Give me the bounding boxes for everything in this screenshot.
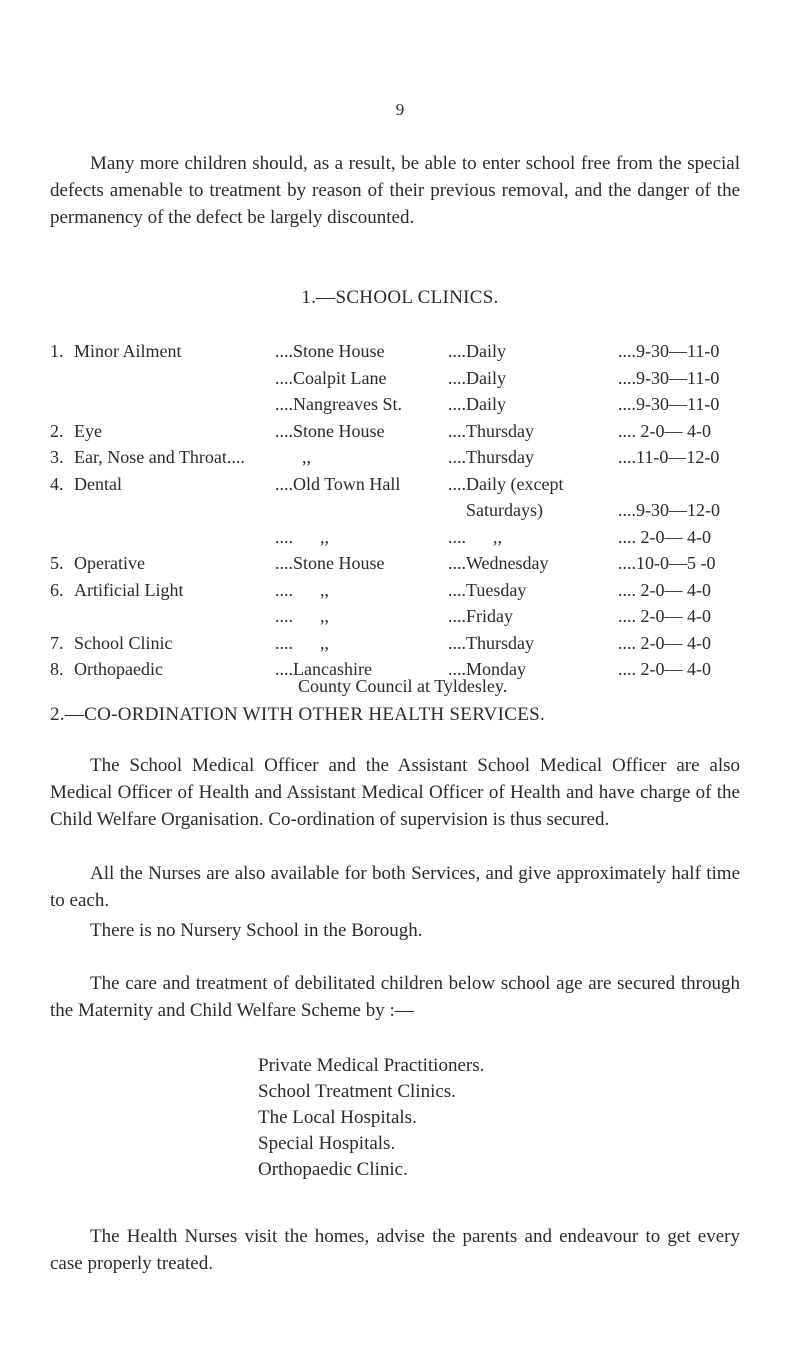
clinic-day: ....Thursday <box>448 421 534 441</box>
intro-paragraph: Many more children should, as a result, be able to enter school free from the special defects amenable to treatment by reason of their previous removal, and the danger of the permanency of the defect be largely discounted. <box>50 153 740 228</box>
clinic-day: ....Tuesday <box>448 580 527 600</box>
clinic-name: School Clinic <box>74 633 173 653</box>
clinic-time: .... 2-0— 4-0 <box>618 606 711 626</box>
clinic-time: ....11-0—12-0 <box>618 447 720 467</box>
clinic-number: 2. <box>50 421 64 441</box>
clinic-day: ....Daily <box>448 341 506 361</box>
closing-paragraph: The Health Nurses visit the homes, advise the parents and endeavour to get every case properly treated. <box>50 1226 740 1274</box>
clinic-row <box>0 339 800 363</box>
clinic-row <box>0 392 800 416</box>
coordination-paragraph: The School Medical Officer and the Assistant School Medical Officer are also Medical Officer of Health and Assistant Medical Officer of Health and have charge of the Child Welfare Organisation. Co-ordination of supervision is thus secured. <box>50 755 740 830</box>
clinic-row <box>0 498 800 522</box>
clinic-day: ....Monday <box>448 659 526 679</box>
clinic-row <box>0 578 800 602</box>
clinic-number: 3. <box>50 447 64 467</box>
clinic-time: .... 2-0— 4-0 <box>618 659 711 679</box>
care-paragraph: The care and treatment of debilitated children below school age are secured through the Maternity and Child Welfare Scheme by :— <box>50 973 740 1021</box>
clinic-time: ....9-30—12-0 <box>618 500 720 520</box>
clinic-day: ....Friday <box>448 606 513 626</box>
clinic-row <box>0 631 800 655</box>
clinic-number: 7. <box>50 633 64 653</box>
clinic-day: ....Daily (except <box>448 474 564 494</box>
clinic-place: ....Old Town Hall <box>275 474 401 494</box>
clinic-place: ,, <box>275 447 311 467</box>
clinic-time: .... 2-0— 4-0 <box>618 421 711 441</box>
clinic-row <box>0 551 800 575</box>
clinic-number: 5. <box>50 553 64 573</box>
clinic-row <box>0 366 800 390</box>
clinic-continuation-line: County Council at Tyldesley. <box>298 676 508 696</box>
clinic-number: 4. <box>50 474 64 494</box>
clinic-place: ....Stone House <box>275 421 385 441</box>
clinic-day: ....Thursday <box>448 633 534 653</box>
clinic-place: .... ,, <box>275 633 329 653</box>
clinic-time: ....9-30—11-0 <box>618 341 720 361</box>
clinic-day: ....Wednesday <box>448 553 549 573</box>
clinic-time: .... 2-0— 4-0 <box>618 527 711 547</box>
clinic-number: 8. <box>50 659 64 679</box>
list-item: School Treatment Clinics. <box>258 1081 456 1102</box>
list-item: Special Hospitals. <box>258 1133 396 1154</box>
clinic-place: ....Lancashire <box>275 659 372 679</box>
clinic-day: ....Thursday <box>448 447 534 467</box>
clinic-number: 6. <box>50 580 64 600</box>
list-item: The Local Hospitals. <box>258 1107 417 1128</box>
clinic-day: Saturdays) <box>448 500 543 520</box>
clinic-place: .... ,, <box>275 527 329 547</box>
clinic-name: Dental <box>74 474 122 494</box>
clinic-row <box>0 472 800 496</box>
clinic-place: .... ,, <box>275 580 329 600</box>
clinic-time: ....9-30—11-0 <box>618 394 720 414</box>
page-number: 9 <box>395 100 405 119</box>
clinic-name: Orthopaedic <box>74 659 163 679</box>
nursery-paragraph: There is no Nursery School in the Borough. <box>90 920 423 941</box>
clinic-day: ....Daily <box>448 394 506 414</box>
clinic-name: Eye <box>74 421 102 441</box>
clinic-name: Artificial Light <box>74 580 184 600</box>
services-list <box>258 1053 484 1183</box>
clinic-place: .... ,, <box>275 606 329 626</box>
clinic-time: ....10-0—5 -0 <box>618 553 716 573</box>
coordination-heading: 2.—CO-ORDINATION WITH OTHER HEALTH SERVICES. <box>50 704 546 725</box>
clinic-row <box>0 419 800 443</box>
clinic-place: ....Stone House <box>275 553 385 573</box>
clinic-row <box>0 604 800 628</box>
clinic-number: 1. <box>50 341 64 361</box>
clinic-day: .... ,, <box>448 527 502 547</box>
list-item: Private Medical Practitioners. <box>258 1055 485 1076</box>
clinic-row <box>0 445 800 469</box>
nurses-paragraph: All the Nurses are also available for both Services, and give approximately half time to each. <box>50 863 740 911</box>
clinic-day: ....Daily <box>448 368 506 388</box>
clinic-time: .... 2-0— 4-0 <box>618 580 711 600</box>
clinic-name: Operative <box>74 553 145 573</box>
clinic-place: ....Stone House <box>275 341 385 361</box>
clinic-name: Ear, Nose and Throat.... <box>74 447 245 467</box>
clinic-time: ....9-30—11-0 <box>618 368 720 388</box>
clinic-place: ....Coalpit Lane <box>275 368 387 388</box>
clinic-row <box>0 525 800 549</box>
clinic-place: ....Nangreaves St. <box>275 394 402 414</box>
clinics-heading: 1.—SCHOOL CLINICS. <box>301 287 499 308</box>
list-item: Orthopaedic Clinic. <box>258 1159 408 1180</box>
clinic-name: Minor Ailment <box>74 341 182 361</box>
clinic-time: .... 2-0— 4-0 <box>618 633 711 653</box>
